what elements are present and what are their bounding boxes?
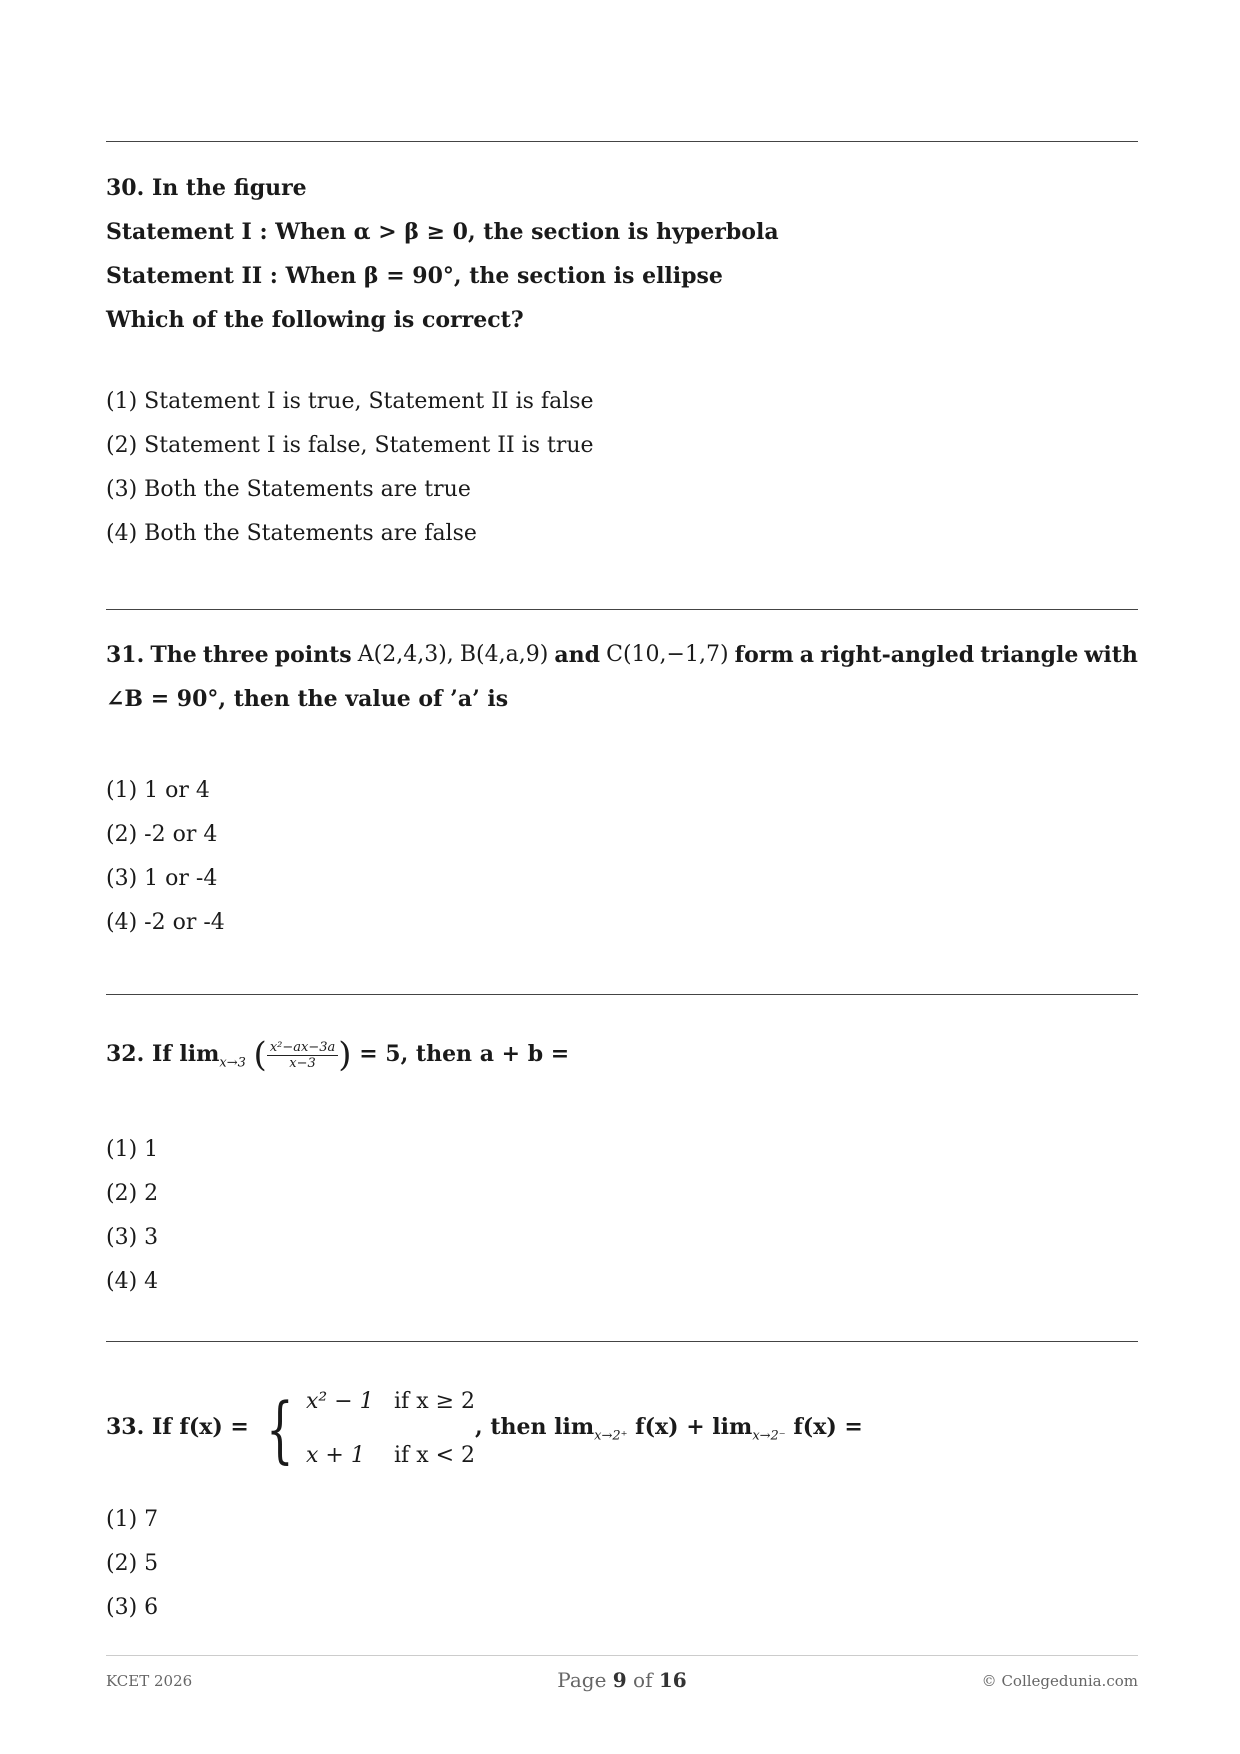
question-31-line-2: ∠B = 90°, then the value of ’a’ is — [106, 686, 509, 712]
fraction-denominator: x−3 — [289, 1055, 316, 1071]
question-text: , then lim — [475, 1414, 595, 1440]
question-31-line-1 — [106, 633, 1138, 677]
question-number: 32. — [106, 1041, 145, 1067]
case-row — [306, 1429, 475, 1483]
question-31 — [106, 633, 1138, 945]
option-4: (4) -2 or -4 — [106, 910, 225, 935]
question-prompt: Which of the following is correct? — [106, 307, 524, 333]
divider — [106, 1341, 1138, 1342]
divider — [106, 994, 1138, 995]
option-2: (2) 2 — [106, 1181, 159, 1207]
word: a — [799, 642, 815, 668]
question-text: In the figure — [151, 175, 307, 201]
point-a: A(2,4,3), — [357, 642, 454, 667]
exam-name: KCET 2026 — [106, 1672, 193, 1690]
word: three — [202, 642, 269, 668]
question-text: f(x) + lim — [627, 1414, 753, 1440]
question-30 — [106, 166, 1138, 556]
word: form — [734, 642, 794, 668]
option-3: (3) 3 — [106, 1225, 159, 1251]
footer-divider — [106, 1655, 1138, 1656]
divider — [106, 609, 1138, 610]
word: with — [1084, 642, 1138, 668]
question-text-end: = 5, then a + b = — [359, 1041, 570, 1067]
total-pages: 16 — [658, 1668, 687, 1692]
case-expression: x² − 1 — [306, 1389, 374, 1414]
question-number: 30. — [106, 175, 145, 201]
word: and — [554, 642, 601, 668]
statement-1: Statement I : When α > β ≥ 0, the section is hyperbola — [106, 219, 779, 245]
point-c: C(10,−1,7) — [606, 642, 729, 667]
question-33-line — [106, 1372, 1138, 1482]
option-4: (4) Both the Statements are false — [106, 521, 477, 546]
option-2: (2) Statement I is false, Statement II is true — [106, 433, 594, 458]
question-text-end: f(x) = — [785, 1414, 863, 1440]
case-expression: x + 1 — [306, 1443, 365, 1468]
word: points — [274, 642, 352, 668]
question-number: 31. — [106, 642, 145, 668]
option-1: (1) 1 or 4 — [106, 778, 210, 803]
left-paren: ( — [253, 1035, 267, 1075]
exam-page — [106, 0, 1138, 1754]
current-page: 9 — [612, 1668, 627, 1692]
point-b: B(4,a,9) — [459, 642, 549, 667]
option-1: (1) Statement I is true, Statement II is false — [106, 389, 594, 414]
case-condition: if x < 2 — [394, 1443, 476, 1468]
option-2: (2) -2 or 4 — [106, 822, 218, 847]
piecewise-function — [257, 1373, 475, 1483]
copyright: © Collegedunia.com — [981, 1672, 1138, 1690]
fraction — [267, 1040, 338, 1071]
page-of: of — [633, 1668, 653, 1692]
word: The — [150, 642, 197, 668]
option-3: (3) 1 or -4 — [106, 866, 218, 891]
question-32 — [106, 1027, 1138, 1304]
question-text: If lim — [151, 1041, 220, 1067]
option-4: (4) 4 — [106, 1269, 159, 1295]
word: right-angled — [820, 642, 975, 668]
case-condition: if x ≥ 2 — [394, 1389, 476, 1414]
case-row — [306, 1375, 475, 1429]
option-3: (3) 6 — [106, 1595, 159, 1620]
question-32-line — [106, 1027, 1138, 1090]
limit-subscript: x→2⁺ — [594, 1428, 628, 1444]
option-3: (3) Both the Statements are true — [106, 477, 471, 502]
question-number: 33. — [106, 1414, 145, 1440]
question-text: If f(x) = — [151, 1414, 249, 1440]
word: triangle — [980, 642, 1079, 668]
limit-subscript: x→2⁻ — [752, 1428, 786, 1444]
right-paren: ) — [338, 1035, 352, 1075]
question-30-line-1 — [106, 166, 1138, 210]
question-33 — [106, 1372, 1138, 1630]
option-1: (1) 1 — [106, 1137, 159, 1163]
left-brace: { — [265, 1387, 294, 1471]
limit-subscript: x→3 — [219, 1055, 246, 1071]
option-2: (2) 5 — [106, 1551, 159, 1576]
divider — [106, 141, 1138, 142]
page-label: Page — [557, 1668, 607, 1692]
fraction-numerator: x²−ax−3a — [267, 1040, 338, 1056]
statement-2: Statement II : When β = 90°, the section is ellipse — [106, 263, 723, 289]
cases — [306, 1375, 475, 1483]
option-1: (1) 7 — [106, 1507, 159, 1532]
